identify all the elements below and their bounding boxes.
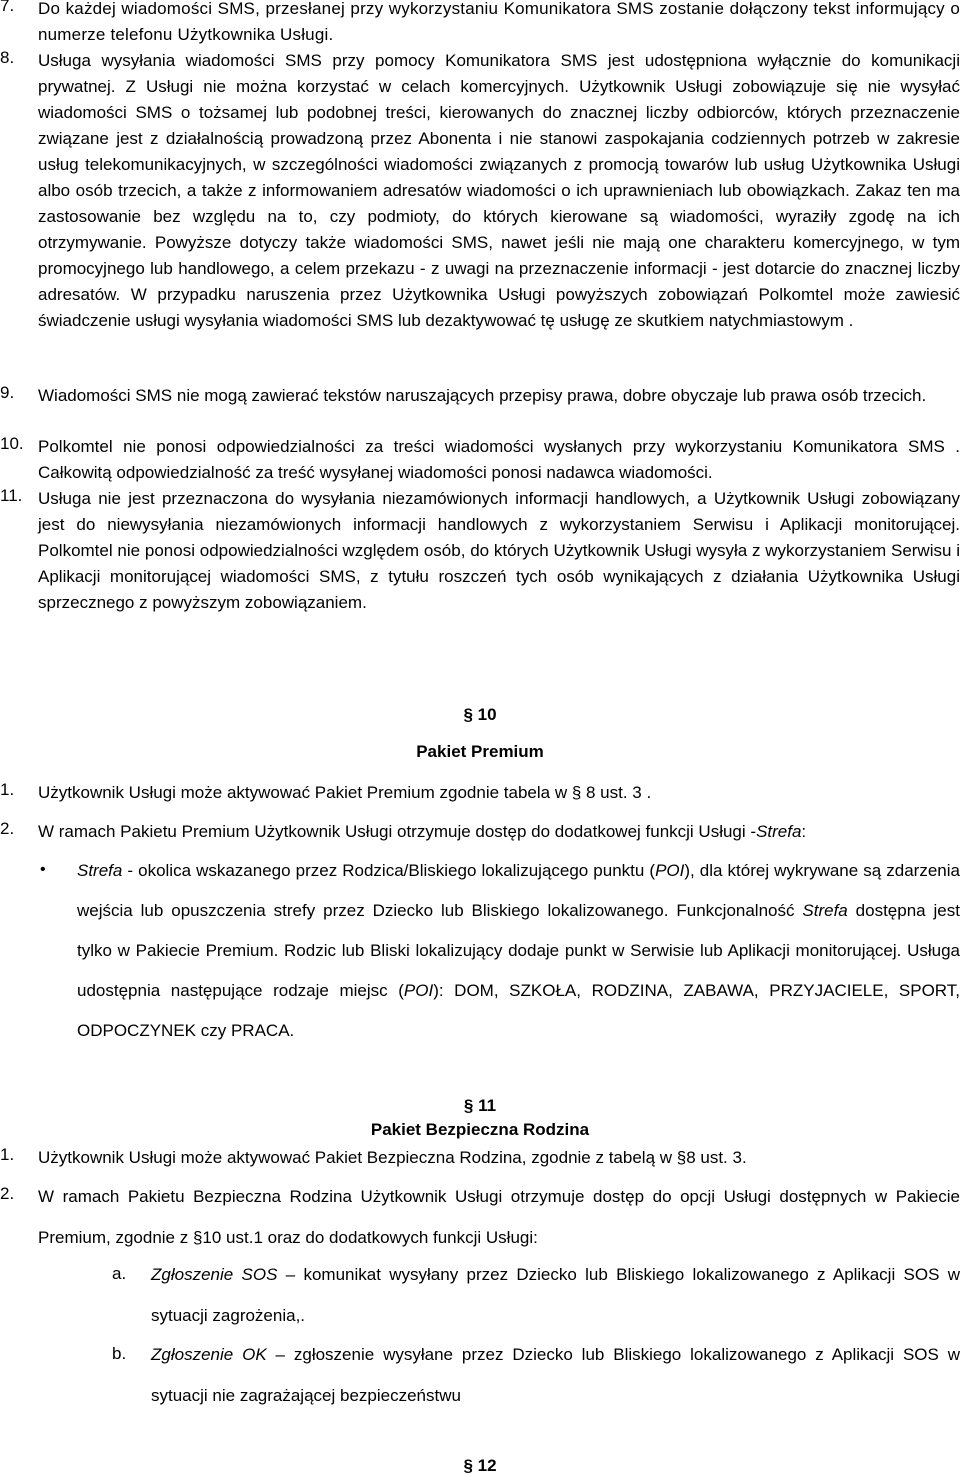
section-title: Pakiet Bezpieczna Rodzina [370,1120,590,1139]
section-title: Pakiet Premium [416,742,544,761]
paragraph-number: 1. [0,1145,15,1164]
paragraph-text [38,819,960,845]
paragraph-text: Użytkownik Usługi może aktywować Pakiet Bezpieczna Rodzina, zgodnie z tabelą w §8 ust. 3. [38,1148,747,1167]
item-text: Polkomtel nie ponosi odpowiedzialności za treści wiadomości wysłanych przy wykorzystaniu Komunikatora SMS . Całkowitą odpowiedzialność za treść wysyłanej wiadomości ponosi nadawca wiadomości. [38,437,960,482]
text-run: : [801,822,807,841]
item-text: Wiadomości SMS nie mogą zawierać tekstów naruszających przepisy prawa, dobre obyczaje lub prawa osób trzecich. [38,386,927,405]
text-run: ), dla której wykrywane są zdarzenia wejścia lub opuszczenia strefy przez Dziecko lub Bliskiego lokalizowanego. Funkcjonalność [77,861,960,920]
text-run: – komunikat wysyłany przez Dziecko lub Bliskiego lokalizowanego z Aplikacji SOS w sytuacji zagrożenia,. [151,1265,960,1325]
term: Zgłoszenie OK [151,1345,267,1364]
item-number: 9. [0,383,15,402]
section-number: § 11 [463,1096,497,1115]
item-number: 10. [0,434,24,453]
term: POI [403,981,434,1000]
section-number: § 10 [463,705,497,724]
text-run: ): DOM, SZKOŁA, RODZINA, ZABAWA, PRZYJACIELE, SPORT, ODPOCZYNEK czy PRACA. [77,981,960,1040]
item-number: 11. [0,486,23,505]
text-run: - okolica wskazanego przez Rodzica/Bliskiego lokalizującego punktu ( [122,861,656,880]
item-number: 7. [0,0,15,15]
paragraph-number: 2. [0,1184,15,1203]
term: Zgłoszenie SOS [151,1265,278,1284]
sub-item-text [151,1334,960,1416]
paragraph-number: 2. [0,819,15,838]
term: Strefa [756,822,802,841]
item-text: Usługa wysyłania wiadomości SMS przy pomocy Komunikatora SMS jest udostępniona wyłącznie do komunikacji prywatnej. Z Usługi nie można korzystać w celach komercyjnych. Użytkownik Usługi zobowiązuje się nie wysyłać wiadomości SMS o tożsamej lub podobnej treści, kierowanych do znacznej liczby odbiorców, których przeznaczenie związane jest z działalnością prowadzoną przez Abonenta i nie stanowi zaspokajania codziennych potrzeb w zakresie usług telekomunikacyjnych, w szczególności wiadomości związanych z promocją towarów lub usług Użytkownika Usługi albo osób trzecich, a także z informowaniem adresatów wiadomości o ich uprawnieniach lub obowiązkach. Zakaz ten ma zastosowanie bez względu na to, czy podmioty, do których kierowane są wiadomości, wyraziły zgodę na ich otrzymywanie. Powyższe dotyczy także wiadomości SMS, nawet jeśli nie mają one charakteru komercyjnego, w tym promocyjnego lub handlowego, a celem przekazu - z uwagi na przeznaczenie informacji - jest dotarcie do znacznej liczby adresatów. W przypadku naruszenia przez Użytkownika Usługi powyższych zobowiązań Polkomtel może zawiesić świadczenie usługi wysyłania wiadomości SMS lub dezaktywować tę usługę ze skutkiem natychmiastowym . [38,51,960,330]
paragraph-number: 1. [0,780,15,799]
term: POI [655,861,685,880]
term: Strefa [77,861,123,880]
item-text: Do każdej wiadomości SMS, przesłanej przy wykorzystaniu Komunikatora SMS zostanie dołączony tekst informujący o numerze telefonu Użytkownika Usługi. [38,0,960,44]
text-run: dostępna jest tylko w Pakiecie Premium. Rodzic lub Bliski lokalizujący dodaje punkt w Serwisie lub Aplikacji monitorującej. Usługa udostępnia następujące rodzaje miejsc ( [77,901,960,1000]
paragraph-text: Użytkownik Usługi może aktywować Pakiet Premium zgodnie tabela w § 8 ust. 3 . [38,783,652,802]
sub-item-text [151,1254,960,1336]
sub-item-letter: a. [112,1264,127,1283]
sub-item-letter: b. [112,1344,127,1363]
term: Strefa [802,901,848,920]
text-run: W ramach Pakietu Premium Użytkownik Usługi otrzymuje dostęp do dodatkowej funkcji Usługi - [38,822,757,841]
bullet-text [77,851,960,1051]
bullet-icon: • [40,861,46,878]
item-text: Usługa nie jest przeznaczona do wysyłania niezamówionych informacji handlowych, a Użytkownik Usługi zobowiązany jest do niewysyłania niezamówionych informacji handlowych z wykorzystaniem Serwisu i Aplikacji monitorującej. Polkomtel nie ponosi odpowiedzialności względem osób, do których Użytkownik Usługi wysyła z wykorzystaniem Serwisu i Aplikacji monitorującej wiadomości SMS, z tytułu roszczeń tych osób wynikających z działania Użytkownika Usługi sprzecznego z powyższym zobowiązaniem. [38,489,960,612]
paragraph-text: W ramach Pakietu Bezpieczna Rodzina Użytkownik Usługi otrzymuje dostęp do opcji Usługi dostępnych w Pakiecie Premium, zgodnie z §10 ust.1 oraz do dodatkowych funkcji Usługi: [38,1187,960,1247]
section-number: § 12 [463,1456,497,1475]
text-run: – zgłoszenie wysyłane przez Dziecko lub Bliskiego lokalizowanego z Aplikacji SOS w sytuacji nie zagrażającej bezpieczeństwu [151,1345,960,1405]
item-number: 8. [0,48,15,67]
